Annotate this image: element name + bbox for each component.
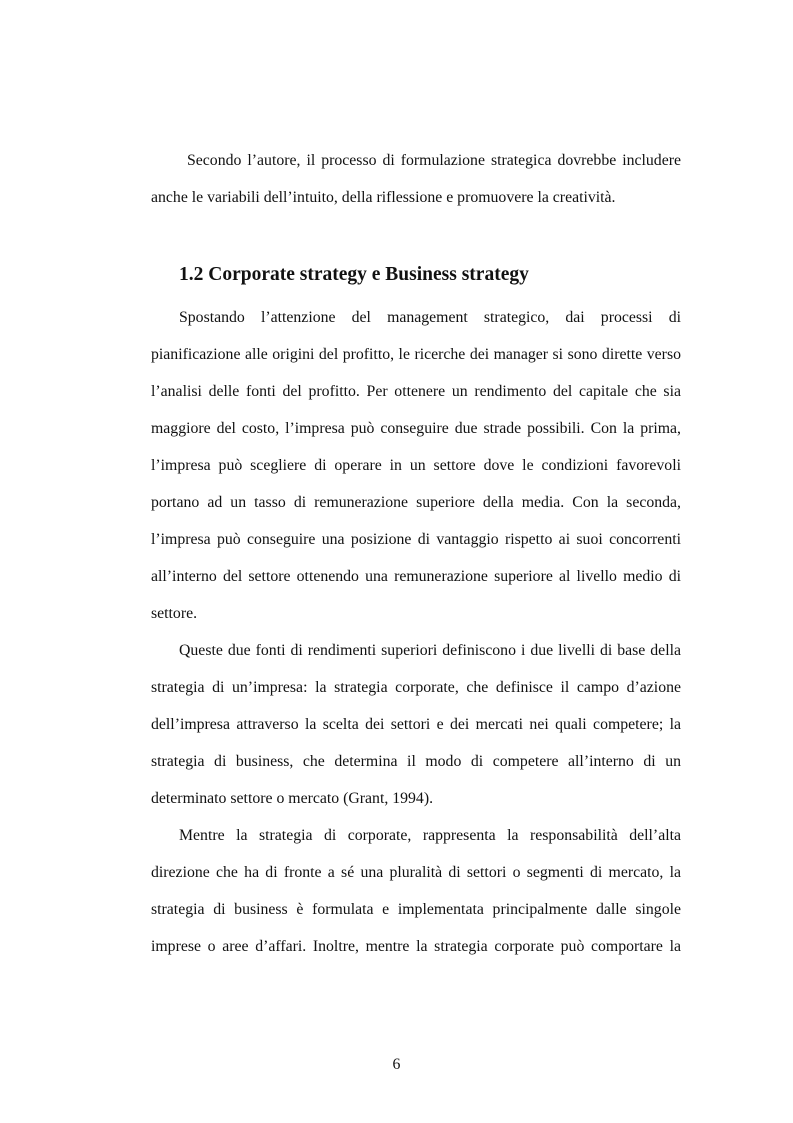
intro-paragraph: Secondo l’autore, il processo di formulazione strategica dovrebbe includere anche le variabili dell’intuito, della riflessione e promuovere la creatività. [151, 152, 681, 206]
section-heading: 1.2 Corporate strategy e Business strategy [179, 264, 529, 285]
body-paragraph-1: Spostando l’attenzione del management strategico, dai processi di pianificazione alle origini del profitto, le ricerche dei manager si sono dirette verso l’analisi delle fonti del profitto. Per ottenere un rendimento del capitale che sia maggiore del costo, l’impresa può conseguire due strade possibili. Con la prima, l’impresa può scegliere di operare in un settore dove le condizioni favorevoli portano ad un tasso di remunerazione superiore della media. Con la seconda, l’impresa può conseguire una posizione di vantaggio rispetto ai suoi concorrenti all’interno del settore ottenendo una remunerazione superiore al livello medio di settore. [151, 309, 681, 622]
section-body [151, 299, 681, 965]
body-paragraph-3: Mentre la strategia di corporate, rappresenta la responsabilità dell’alta direzione che ha di fronte a sé una pluralità di settori o segmenti di mercato, la strategia di business è formulata e implementata principalmente dalle singole imprese o aree d’affari. Inoltre, mentre la strategia corporate può comportare la [151, 827, 681, 955]
intro-block [151, 142, 681, 216]
body-paragraph-2: Queste due fonti di rendimenti superiori definiscono i due livelli di base della strategia di un’impresa: la strategia corporate, che definisce il campo d’azione dell’impresa attraverso la scelta dei settori e dei mercati nei quali competere; la strategia di business, che determina il modo di competere all’interno di un determinato settore o mercato (Grant, 1994). [151, 642, 681, 807]
page-number: 6 [392, 1056, 401, 1073]
section-heading-block [151, 263, 681, 287]
